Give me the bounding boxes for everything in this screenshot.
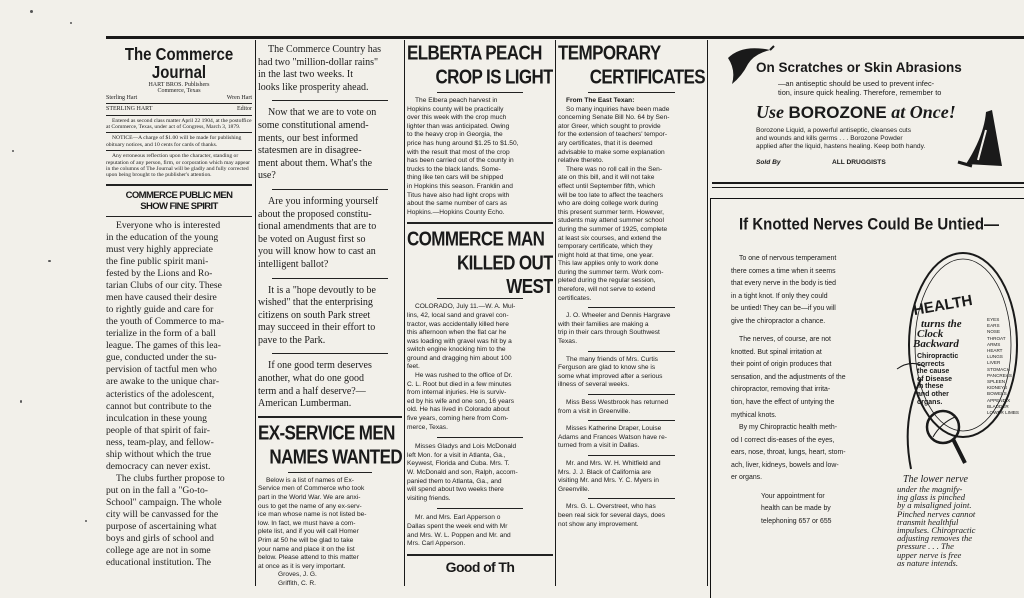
col-rule-4: [707, 40, 708, 586]
text-line: Now that we are to vote on: [268, 107, 377, 119]
text-line: fested by the Lions and Ro-: [106, 268, 213, 280]
text-line: ments, our best informed: [258, 132, 358, 144]
text-line: ed by his wife and one son, 16 years: [407, 397, 515, 405]
text-line: ground and dragging him about 100: [407, 354, 512, 362]
text-line: chiropractor, removing that irrita-: [731, 386, 831, 394]
text-line: must very highly appreciate: [106, 243, 213, 255]
text-line: The many friends of Mrs. Curtis: [566, 355, 658, 363]
text-line: educational institution. The: [106, 557, 212, 569]
clock-sub-line: turns the: [921, 318, 962, 330]
text-line: Mrs. G. L. Overstreet, who has: [566, 503, 656, 511]
caption-line: pressure . . . The: [897, 541, 954, 552]
text-line: college age are not in some: [106, 545, 211, 557]
caption-line: ing glass is pinched: [897, 492, 966, 503]
text-line: looks like prosperity ahead.: [258, 81, 369, 93]
text-line: visiting Mr. and Mrs. Y. C. Myers in: [558, 477, 659, 485]
caption-line: The lower nerve: [903, 474, 968, 485]
text-line: pervision of tactful men who: [106, 364, 217, 376]
text-line: about the proposed constitu-: [258, 208, 372, 220]
text-line: temporary certificate, which they: [558, 243, 653, 251]
scan-speck: [48, 260, 51, 262]
text-line: Are you informing yourself: [268, 195, 379, 207]
editorial-para-5: [258, 360, 402, 410]
text-line: lighter than was anticipated. Owing: [407, 122, 510, 130]
text-line: telephoning 657 or 655: [761, 517, 832, 525]
text-line: The Elbera peach harvest in: [415, 97, 498, 104]
staff-name-2: Wren Hart: [226, 94, 252, 101]
text-line: been real sick for several days, does: [558, 511, 666, 519]
clock-text-line: and other: [917, 390, 949, 398]
text-line: It is a "hope devoutly to be: [268, 284, 376, 296]
text-line: relative thereto.: [558, 157, 604, 165]
scan-speck: [20, 400, 22, 403]
text-line: term and a half deserve?—: [258, 385, 366, 397]
text-line: left Mon. for a visit in Atlanta, Ga.,: [407, 451, 506, 459]
ad-separator-top: [712, 182, 1024, 184]
story-peach-crop: [407, 97, 553, 217]
text-line: use?: [258, 170, 276, 182]
text-line: ator Greer, which sought to provide: [558, 122, 661, 130]
text-line: intelligent ballot?: [258, 258, 329, 270]
brand-name: BOROZONE: [788, 103, 887, 122]
headline-line: TEMPORARY: [558, 42, 661, 65]
text-line: this present summer term. However,: [558, 208, 664, 216]
text-line: J. O. Wheeler and Dennis Hargrave: [566, 312, 671, 320]
text-line: Borozone Liquid, a powerful antiseptic, cleanses cuts: [756, 127, 912, 134]
text-line: Everyone who is interested: [116, 219, 221, 231]
text-line: are awake to the unique char-: [106, 376, 220, 388]
text-line: ship without which the true: [106, 448, 211, 460]
text-line: switch engine knocking him to the: [407, 346, 506, 354]
headline-line: KILLED OUT WEST: [457, 251, 553, 298]
text-line: trucks to the black lands. Some-: [407, 165, 501, 173]
text-line: another, what do one good: [258, 373, 364, 385]
text-line: Your appointment for: [761, 492, 825, 500]
headline-certificates: [558, 42, 705, 89]
clock-text-line: the cause: [917, 368, 950, 376]
text-line: league. The games of this lea-: [106, 340, 221, 352]
text-line: applied after the liquid, hastens healing. Keep both handy.: [756, 143, 926, 151]
text-line: ears, nose, throat, lungs, heart, stom-: [731, 449, 846, 457]
text-line: The clubs further propose to: [116, 472, 225, 484]
text-line: sensation, and the adjustments of the: [731, 373, 846, 381]
editorial-para-1: [258, 44, 402, 94]
text-line: Below is a list of names of Ex-: [266, 476, 354, 484]
clock-hour: PANCREAS: [987, 372, 1012, 378]
text-line: He was rushed to the office of Dr.: [415, 372, 513, 380]
text-line: ous to get the name of any ex-serv-: [258, 502, 362, 510]
text-line: ate on this bill, and it will not take: [558, 174, 655, 182]
ad-headline: On Scratches or Skin Abrasions: [756, 60, 962, 75]
brief-whitfield: [558, 460, 705, 494]
headline-line: COMMERCE MAN: [407, 228, 545, 251]
caption-line: under the magnify-: [897, 484, 963, 494]
text-line: tion, insure quick healing. Therefore, remember to: [778, 88, 942, 97]
clock-sub-line: Clock: [917, 328, 944, 340]
text-line: the youth of Commerce to ma-: [106, 316, 225, 328]
text-line: and wounds and kills germs . . . Borozone Powder: [756, 135, 903, 143]
text-line: five years, coming here from Com-: [407, 415, 509, 423]
clock-hour: THROAT: [987, 335, 1006, 341]
sold-by: Sold By: [756, 159, 781, 166]
text-line: not show any improvement.: [558, 520, 639, 528]
clock-hour: LUNGS: [987, 354, 1003, 360]
text-line: Hopkins.—Hopkins County Echo.: [407, 208, 505, 216]
editorial-para-3: [258, 196, 402, 272]
text-line: was loading with gravel was hit by a: [407, 337, 512, 345]
text-line: at least six courses, and extend the: [558, 234, 662, 242]
text-line: people of that spirit of fair-: [106, 424, 210, 436]
text-line: tarian Clubs of our city. These: [106, 280, 222, 292]
column-news: [407, 40, 553, 586]
headline-line: COMMERCE PUBLIC MEN: [125, 189, 233, 201]
text-line: Adams and Frances Watson have re-: [558, 433, 667, 441]
druggists: ALL DRUGGISTS: [832, 159, 886, 166]
text-line: Ferguson are glad to know she is: [558, 364, 656, 372]
text-line: concerning Senate Bill No. 64 by Sen-: [558, 114, 670, 122]
text-line: will spend about two weeks there: [407, 486, 504, 494]
text-line: some constitutional amend-: [258, 119, 369, 131]
text-line: had two "million-dollar rains": [258, 56, 379, 68]
clock-hour: EARS: [987, 323, 1000, 329]
ad-sub: [778, 79, 941, 97]
ad-borozone: [712, 42, 1024, 180]
headline-line: NAMES WANTED: [269, 445, 402, 468]
text-line: therefore, will not serve to extend: [558, 286, 656, 294]
clock-hour: APPENDIX: [987, 397, 1011, 403]
text-line: during the summer of 1925, complete: [558, 225, 668, 233]
text-line: There was no roll call in the Sen-: [566, 165, 663, 173]
text-line: COLORADO, July 11.—W. A. Mul-: [415, 303, 516, 311]
text-line: American Lumberman.: [258, 398, 352, 410]
location: Commerce, Texas: [157, 88, 201, 95]
clock-hour: EYES: [987, 317, 1000, 322]
text-line: tion, have the effect of untying the: [731, 399, 835, 407]
brief-overstreet: [558, 503, 705, 529]
column-certificates: [558, 40, 705, 586]
text-line: boys and girls of school and: [106, 533, 214, 545]
text-line: Dallas spent the week end with Mr: [407, 522, 508, 530]
headline-peach-crop: [407, 42, 553, 89]
story-apperson: [407, 514, 553, 548]
text-line: Service men of Commerce who took: [258, 485, 365, 493]
text-line: price has hung around $1.25 to $1.50,: [407, 139, 519, 147]
text-line: W. McDonald and son, Ralph, accom-: [407, 469, 518, 476]
col-rule-3: [555, 40, 556, 586]
text-line: this afternoon when the flat car he: [407, 329, 507, 337]
brief-wheeler: [558, 312, 705, 346]
text-line: Titus have also had light crops with: [407, 191, 510, 199]
text-line: trip in their cars through Southwest: [558, 329, 660, 337]
text-line: give the chiropractor a chance.: [731, 317, 826, 325]
text-line: er organs.: [731, 474, 763, 482]
scan-speck: [12, 150, 14, 152]
entered-notice: Entered as second class matter April 22 1904, at the postoffice at Commerce, Texas, under act of Congress, March 3, 1879.: [106, 117, 252, 131]
obituary-notice: NOTICE—A charge of $1.00 will be made for publishing obituary notices, and 10 cents for cards of thanks.: [106, 135, 242, 148]
editorial-para-4: [258, 285, 402, 348]
text-line: in Hopkins this season. Franklin and: [407, 182, 513, 190]
story-mcdonald: [407, 443, 553, 503]
text-line: democracy can never exist.: [106, 460, 211, 472]
headline-ex-service: [258, 422, 402, 469]
text-line: there comes a time when it seems: [731, 267, 836, 275]
text-line: put on in the fall a "Go-to-: [106, 484, 208, 496]
text-line: statesmen are in disagree-: [258, 145, 362, 157]
text-line: panied them to Atlanta, Ga., and: [407, 477, 502, 485]
editorial-para-2: [258, 107, 402, 183]
text-line: to the heavy crop in Georgia, the: [407, 131, 503, 139]
ad-slogan: [756, 102, 956, 123]
caption-line: upper nerve is free: [897, 549, 962, 560]
text-line: gue, conducted under the su-: [106, 352, 217, 364]
text-line: part in the World War. We are anxi-: [258, 494, 361, 502]
headline-line: CROP IS LIGHT: [435, 65, 553, 89]
ad-chiropractic: [710, 198, 1024, 598]
text-line: The nerves, of course, are not: [739, 336, 831, 344]
staff-row-1: [106, 95, 252, 101]
editor-name: STERLING HART: [106, 106, 153, 113]
text-line: ment about them. What's the: [258, 157, 373, 169]
text-line: By my Chiropractic health meth-: [739, 424, 838, 432]
ad2-headline: If Knotted Nerves Could Be Untied—: [739, 215, 1000, 235]
text-line: with the result that most of the crop: [407, 148, 510, 156]
text-line: ice man whose name is not listed be-: [258, 511, 367, 519]
text-line: in the education of the young: [106, 231, 219, 243]
text-line: citizens on south Park street: [258, 309, 371, 321]
text-line: might hold at that time, one year.: [558, 251, 654, 259]
text-line: over this week with the crop much: [407, 114, 507, 122]
clock-hour: LOWER LIMBS: [987, 410, 1019, 416]
text-line: at once as it is very important.: [258, 562, 346, 570]
text-line: old. He has lived in Colorado about: [407, 406, 510, 414]
story-ex-service: [258, 477, 402, 586]
scan-speck: [85, 520, 87, 522]
text-line: Griffith, C. R.: [278, 579, 316, 586]
text-line: will be too late to affect the teachers: [558, 191, 664, 199]
text-line: Hopkins county will be practically: [407, 105, 504, 113]
text-line: in the last two weeks. It: [258, 69, 353, 81]
caption-line: as nature intends.: [897, 557, 959, 568]
text-line: in a tight knot. If only they could: [731, 292, 828, 300]
clock-hour: ARMS: [987, 341, 1001, 347]
text-line: that every nerve in the body is tied: [731, 280, 836, 288]
text-line: your name and place it on the list: [258, 545, 355, 553]
text-line: merce, Texas.: [407, 423, 448, 431]
text-line: School" campaign. The whole: [106, 496, 222, 508]
clock-title: HEALTH: [911, 291, 974, 320]
clock-hour: BOWELS: [987, 391, 1007, 397]
clock-hour: HEART: [987, 348, 1003, 354]
text-line: from internal injuries. He is surviv-: [407, 389, 507, 397]
caption-line: adjusting removes the: [897, 533, 973, 544]
masthead-title: The Commerce Journal: [124, 44, 234, 83]
text-line: To one of nervous temperament: [739, 255, 837, 262]
text-line: od I correct dis-eases of the eyes,: [731, 436, 835, 444]
text-line: pleted during the regular session,: [558, 277, 656, 285]
top-rule: [106, 36, 1024, 39]
text-line: certificates.: [558, 294, 592, 302]
slogan-post: at Once!: [886, 102, 956, 122]
headline-cutoff: Good of Th: [445, 558, 515, 575]
text-line: Mrs. Carl Apperson.: [407, 540, 466, 548]
text-line: below. Please attend to this matter: [258, 554, 359, 562]
text-line: mythical knots.: [731, 411, 777, 419]
col-rule-1: [255, 40, 256, 586]
text-line: purpose of ascertaining what: [106, 521, 217, 533]
story-certificates: [558, 106, 705, 304]
brief-draper: [558, 425, 705, 451]
headline-commerce-man: [407, 228, 553, 299]
text-line: cannot but contribute to the: [106, 400, 212, 412]
caption-line: Pinched nerves cannot: [897, 508, 976, 519]
slogan-pre: Use: [756, 102, 789, 122]
text-line: ness, team-play, and fellow-: [106, 436, 214, 448]
text-line: men have caused their desire: [106, 292, 217, 304]
staff-name-1: Sterling Hart: [106, 94, 138, 101]
column-editorials: [258, 40, 402, 586]
text-line: —an antiseptic should be used to prevent infec-: [778, 79, 935, 88]
text-line: Mrs. J. J. Black of California are: [558, 468, 652, 476]
clock-text-line: in these: [917, 383, 944, 391]
text-line: So many inquiries have been made: [566, 105, 670, 113]
text-line: terialize in the form of a ball: [106, 328, 216, 340]
text-line: Groves, J. G.: [278, 571, 317, 579]
text-line: for the extension of teachers' tempor-: [558, 131, 668, 139]
text-line: effect until September fifth, which: [558, 182, 656, 190]
text-line: the fine public spirit mani-: [106, 256, 209, 268]
clock-hour: NOSE: [987, 329, 1001, 335]
clock-hour: SPLEEN: [987, 379, 1006, 385]
text-line: Misses Gladys and Lois McDonald: [415, 443, 517, 451]
scan-speck: [70, 22, 72, 24]
staff-row-2: [106, 106, 252, 112]
text-line: Mr. and Mrs. Earl Apperson o: [415, 514, 501, 522]
text-line: may succeed in their effort to: [258, 322, 376, 334]
clock-text-line: corrects: [917, 360, 945, 368]
clock-text-line: organs.: [917, 398, 943, 406]
text-line: from a visit in Greenville.: [558, 407, 631, 415]
text-line: students may attend summer school: [558, 217, 664, 225]
text-line: C. L. Root but died in a few minutes: [407, 380, 512, 388]
text-line: plete list, and if you will call Homer: [258, 528, 359, 536]
text-line: city will be canvassed for the: [106, 509, 219, 520]
text-line: who are doing college work during: [558, 200, 659, 208]
text-line: If one good term deserves: [268, 360, 372, 372]
caption-line: by a misaligned joint.: [897, 500, 972, 511]
text-line: ary certificates, that it is deemed: [558, 139, 653, 147]
story-commerce-man: [407, 303, 553, 432]
text-line: low. In fact, we must have a com-: [258, 519, 356, 527]
text-line: during the summer term. Work com-: [558, 268, 664, 276]
clock-hour: BLADDER: [987, 403, 1009, 409]
text-line: tractor, was accidentally killed here: [407, 320, 509, 328]
text-line: Greenville.: [558, 485, 590, 493]
text-line: health can be made by: [761, 505, 831, 513]
column-masthead: [106, 40, 252, 586]
text-line: This law applies only to work done: [558, 260, 659, 268]
headline-line: SHOW FINE SPIRIT: [140, 200, 218, 212]
text-line: about the same number of cars as: [407, 200, 508, 208]
text-line: inculcation in these young: [106, 412, 207, 424]
story-public-men: [106, 220, 252, 569]
publishers: HART BROS. Publishers: [148, 82, 210, 88]
text-line: you will know how to cast an: [258, 246, 376, 258]
clock-caption: [897, 475, 1024, 567]
text-line: some what improved after a serious: [558, 372, 663, 380]
headline-line: EX-SERVICE MEN: [258, 421, 395, 445]
brief-ferguson: [558, 356, 705, 390]
source-line: From The East Texan:: [566, 97, 635, 104]
text-line: The Commerce Country has: [268, 44, 382, 55]
text-line: Prim at 50 he will be glad to take: [258, 537, 354, 544]
ad2-body: [731, 253, 891, 528]
text-line: ach, liver, kidneys, bowels and low-: [731, 461, 839, 469]
reflection-notice: Any erroneous reflection upon the character, standing or reputation of any person, firm, or corporation which may appear in the columns of The Journal will be gladly and fully corrected upon being brought to the publisher's attention.: [106, 153, 250, 179]
text-line: with their families are making a: [558, 320, 649, 328]
health-clock-illustration: [891, 249, 1023, 481]
text-line: visiting friends.: [407, 494, 451, 502]
ad-body: [756, 127, 925, 152]
clock-text-line: Chiropractic: [917, 353, 959, 360]
scan-speck: [30, 10, 33, 13]
text-line: Miss Bess Westbrook has returned: [566, 399, 669, 406]
text-line: feet.: [407, 363, 420, 371]
text-line: pave to the Park.: [258, 334, 326, 346]
clock-sub: [913, 319, 962, 349]
clock-text-line: of Disease: [917, 375, 953, 383]
headline-line: ELBERTA PEACH: [407, 42, 542, 65]
text-line: thing like ten cars will be shipped: [407, 174, 504, 182]
clock-hour: KIDNEYS: [987, 385, 1008, 391]
editor-title: Editor: [237, 106, 252, 113]
brief-westbrook: [558, 399, 705, 416]
bottle-icon: [956, 106, 1006, 170]
text-line: illness of several weeks.: [558, 381, 630, 389]
text-line: and Mrs. W. L. Poppen and Mr. and: [407, 531, 511, 539]
clock-hour: STOMACH: [987, 366, 1010, 372]
text-line: has been carried out of the county in: [407, 157, 514, 165]
clock-hour: LIVER: [987, 360, 1001, 366]
clock-hours: [987, 317, 1019, 416]
text-line: their point of origin produces that: [731, 361, 832, 369]
headline-public-men: [106, 190, 252, 212]
text-line: to rightly guide and care for: [106, 304, 214, 316]
text-line: wished" that the enterprising: [258, 297, 373, 309]
ad-separator-bottom: [712, 187, 1024, 188]
text-line: be voted on August first so: [258, 233, 366, 245]
col-rule-2: [404, 40, 405, 586]
text-line: Misses Katherine Draper, Louise: [566, 425, 662, 433]
text-line: be untied! They can be—if you will: [731, 305, 836, 313]
text-line: advisable to make some explanation: [558, 148, 665, 156]
text-line: knotted. But spinal irritation at: [731, 348, 822, 356]
text-line: Texas.: [558, 338, 578, 346]
text-line: Keywest, Florida and Cuba. Mrs. T.: [407, 460, 510, 468]
text-line: Mr. and Mrs. W. H. Whitfield and: [566, 459, 661, 467]
text-line: lins, 42, local sand and gravel con-: [407, 311, 509, 319]
text-line: acteristics of the adolescent,: [106, 388, 215, 400]
headline-line: CERTIFICATES: [589, 65, 705, 89]
text-line: turned from a visit in Dallas.: [558, 442, 640, 450]
clock-text: [917, 353, 958, 406]
clock-sub-line: Backward: [913, 338, 959, 350]
caption-line: transmit healthful: [897, 516, 959, 527]
text-line: tional amendments that are to: [258, 221, 377, 233]
caption-line: impulses. Chiropractic: [897, 525, 976, 536]
